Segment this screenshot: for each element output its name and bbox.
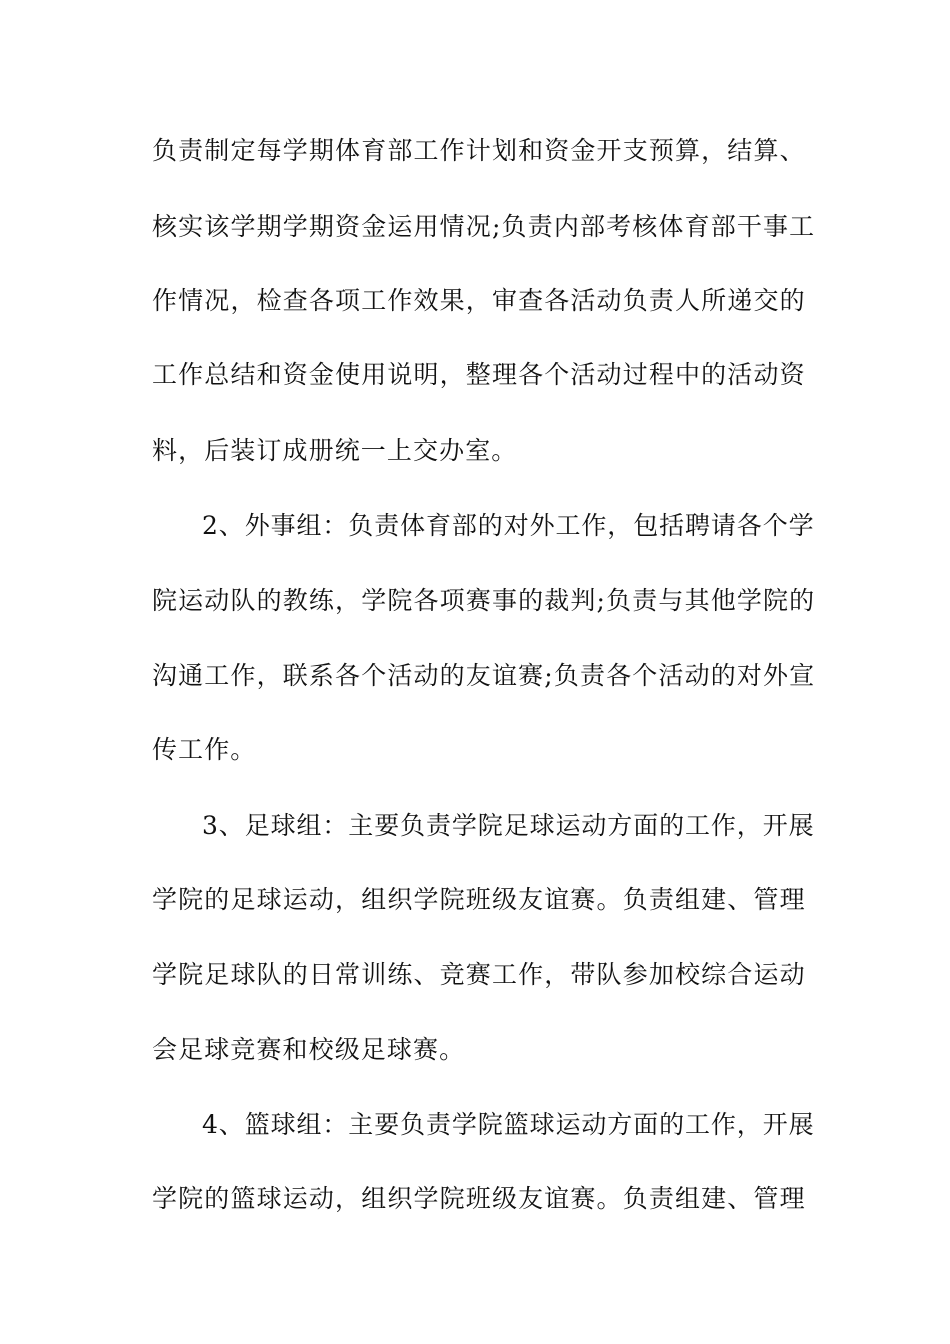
paragraph-line: 料，后装订成册统一上交办室。 [152, 436, 518, 465]
paragraph-line: 会足球竞赛和校级足球赛。 [152, 1035, 466, 1064]
paragraph-line: 传工作。 [152, 735, 257, 764]
paragraph-line: 负责制定每学期体育部工作计划和资金开支预算，结算、 [152, 136, 806, 165]
paragraph-line: 4、篮球组：主要负责学院篮球运动方面的工作，开展 [202, 1110, 815, 1139]
paragraph-line: 沟通工作，联系各个活动的友谊赛;负责各个活动的对外宣 [152, 661, 816, 690]
paragraph-line: 核实该学期学期资金运用情况;负责内部考核体育部干事工 [152, 212, 816, 241]
paragraph-line: 2、外事组：负责体育部的对外工作，包括聘请各个学 [202, 511, 815, 540]
paragraph-line: 学院的篮球运动，组织学院班级友谊赛。负责组建、管理 [152, 1184, 806, 1213]
paragraph-line: 3、足球组：主要负责学院足球运动方面的工作，开展 [202, 811, 815, 840]
paragraph-line: 作情况，检查各项工作效果，审查各活动负责人所递交的 [152, 286, 806, 315]
paragraph-line: 学院足球队的日常训练、竞赛工作，带队参加校综合运动 [152, 960, 806, 989]
paragraph-line: 工作总结和资金使用说明，整理各个活动过程中的活动资 [152, 360, 806, 389]
paragraph-line: 学院的足球运动，组织学院班级友谊赛。负责组建、管理 [152, 885, 806, 914]
paragraph-line: 院运动队的教练，学院各项赛事的裁判;负责与其他学院的 [152, 586, 816, 615]
